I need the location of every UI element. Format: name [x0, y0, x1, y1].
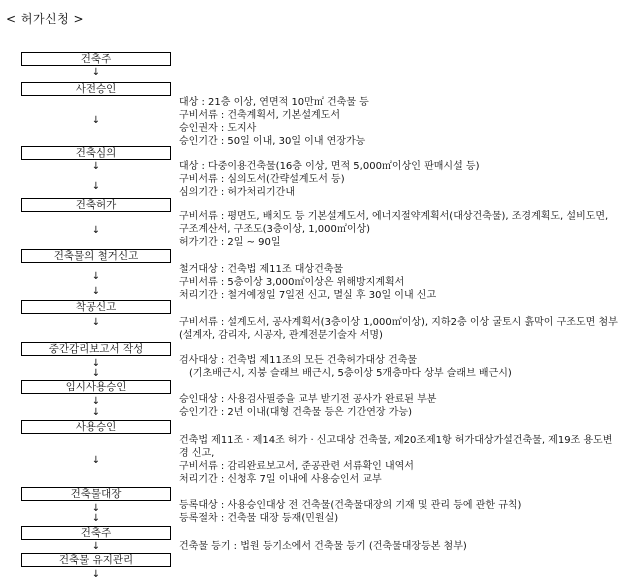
detail-line: 심의기간 : 허가처리기간내 [179, 187, 295, 198]
detail-line: 건축법 제11조 · 제14조 허가 · 신고대상 건축물, 제20조제1항 허가대상가설건축물, 제19조 용도변경 신고, [179, 435, 613, 459]
use-approval-details [179, 434, 619, 486]
detail-line: 승인기간 : 50일 이내, 30일 이내 연장가능 [179, 136, 366, 147]
arrow-down-icon: ↓ [91, 181, 101, 192]
arrow-down-icon: ↓ [91, 368, 101, 379]
detail-line: 구비서류 : 심의도서(간략설계도서 등) [179, 174, 345, 185]
interim-details [179, 354, 619, 380]
step-maintenance: 건축물 유지관리 [21, 553, 171, 567]
detail-line: 등록대상 : 사용승인대상 전 건축물(건축물대장의 기재 및 관리 등에 관한 규칙) [179, 500, 522, 511]
detail-line: 처리기간 : 철거예정일 7일전 신고, 멸실 후 30일 이내 신고 [179, 290, 437, 301]
detail-line: 구비서류 : 감리완료보고서, 준공관련 서류확인 내역서 [179, 461, 414, 472]
detail-line: 구비서류 : 설계도서, 공사계획서(3층이상 1,000㎡이상), 지하2층 이상 굴토시 흙막이 구조도면 첨부(설계자, 감리자, 시공자, 관계전문기술자 서명) [179, 317, 618, 341]
review-details [179, 160, 619, 199]
detail-line: 대상 : 21층 이상, 연면적 10만㎡ 건축물 등 [179, 97, 369, 108]
detail-line: (기초배근시, 지붕 슬래브 배근시, 5층이상 5개층마다 상부 슬래브 배근시) [189, 368, 512, 379]
step-use-approval: 사용승인 [21, 420, 171, 434]
arrow-down-icon: ↓ [91, 271, 101, 282]
arrow-down-icon: ↓ [91, 317, 101, 328]
detail-line: 승인대상 : 사용검사필증을 교부 받기전 공사가 완료된 부분 [179, 394, 437, 405]
detail-line: 허가기간 : 2일 ~ 90일 [179, 237, 281, 248]
step-building-review: 건축심의 [21, 146, 171, 160]
arrow-down-icon: ↓ [91, 396, 101, 407]
detail-line: 대상 : 다중이용건축물(16층 이상, 면적 5,000㎡이상인 판매시설 등) [179, 161, 480, 172]
arrow-down-icon: ↓ [91, 115, 101, 126]
step-interim-report: 중간감리보고서 작성 [21, 342, 171, 356]
step-building-register: 건축물대장 [21, 487, 171, 501]
step-pre-approval: 사전승인 [21, 82, 171, 96]
arrow-down-icon: ↓ [91, 161, 101, 172]
arrow-down-icon: ↓ [91, 541, 101, 552]
detail-line: 등록절차 : 건축물 대장 등재(민원실) [179, 513, 339, 524]
detail-line: 구비서류 : 건축계획서, 기본설계도서 [179, 110, 340, 121]
arrow-down-icon: ↓ [91, 225, 101, 236]
detail-line: 건축물 등기 : 법원 등기소에서 건축물 등기 (건축물대장등본 첨부) [179, 541, 467, 552]
step-demolition-report: 건축물의 철거신고 [21, 249, 171, 263]
register-details [179, 499, 619, 525]
page-title: < 허가신청 > [6, 12, 85, 26]
detail-line: 처리기간 : 신청후 7일 이내에 사용승인서 교부 [179, 474, 382, 485]
detail-line: 승인기간 : 2년 이내(대형 건축물 등은 기간연장 가능) [179, 407, 412, 418]
step-owner: 건축주 [21, 52, 171, 66]
arrow-down-icon: ↓ [91, 513, 101, 524]
arrow-down-icon: ↓ [91, 503, 101, 514]
temp-use-details [179, 393, 619, 419]
arrow-down-icon: ↓ [91, 286, 101, 297]
step-building-permit: 건축허가 [21, 198, 171, 212]
arrow-down-icon: ↓ [91, 67, 101, 78]
demolition-details [179, 263, 619, 302]
arrow-down-icon: ↓ [91, 455, 101, 466]
start-details [179, 316, 619, 342]
permit-details [179, 210, 619, 249]
detail-line: 검사대상 : 건축법 제11조의 모든 건축허가대상 건축물 [179, 355, 418, 366]
detail-line: 승인권자 : 도지사 [179, 123, 257, 134]
step-start-report: 착공신고 [21, 300, 171, 314]
pre-approval-details [179, 96, 619, 148]
step-owner-final: 건축주 [21, 526, 171, 540]
owner-registration-details [179, 540, 619, 553]
arrow-down-icon: ↓ [91, 358, 101, 369]
detail-line: 구비서류 : 5층이상 3,000㎡이상은 위해방지계획서 [179, 277, 405, 288]
arrow-down-icon: ↓ [91, 407, 101, 418]
arrow-down-icon: ↓ [91, 569, 101, 580]
step-temp-use-approval: 임시사용승인 [21, 380, 171, 394]
detail-line: 구비서류 : 평면도, 배치도 등 기본설계도서, 에너지절약계획서(대상건축물), 조경계획도, 설비도면, 구조계산서, 구조도(3층이상, 1,000㎡이상) [179, 211, 609, 235]
detail-line: 철거대상 : 건축법 제11조 대상건축물 [179, 264, 344, 275]
